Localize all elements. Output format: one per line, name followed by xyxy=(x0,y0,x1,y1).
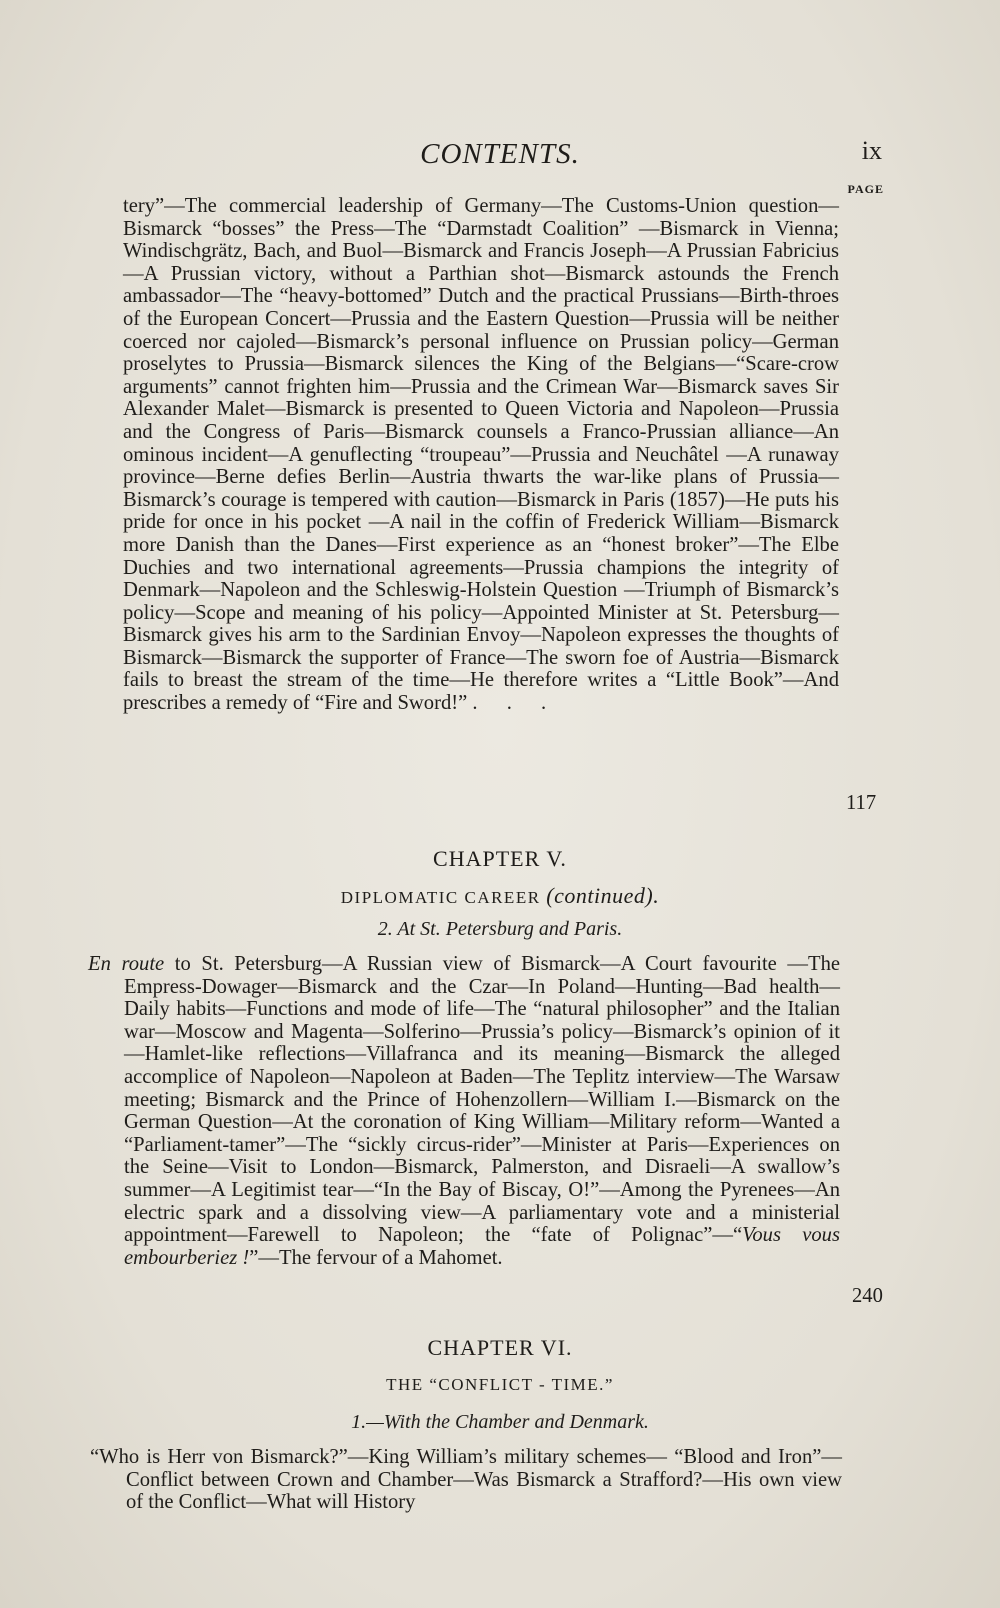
chapter-5-section: 2. At St. Petersburg and Paris. xyxy=(377,918,623,940)
chapter-5-title-main: DIPLOMATIC CAREER xyxy=(340,888,541,907)
page-column-label: PAGE xyxy=(847,182,884,196)
chapter-5-heading: CHAPTER V. xyxy=(433,846,567,871)
chapter-4-synopsis-text: tery”—The commercial leadership of Germany—The Customs-Union question—Bismarck “bosses” the Press—The “Darmstadt Coalition” —Bismarck in Vienna; Windischgrätz, Bach, and Buol—Bismarck and Francis Joseph—A Prussian Fabricius—A Prussian victory, without a Parthian shot—Bismarck astounds the French ambassador—The “heavy-bottomed” Dutch and the practical Prussians—Birth-throes of the European Concert—Prussia and the Eastern Question—Prussia will be neither coerced nor cajoled—Bismarck’s personal influence on Prussian policy—German proselytes to Prussia—Bismarck silences the King of the Belgians—“Scare-crow arguments” cannot frighten him—Prussia and the Crimean War—Bismarck saves Sir Alexander Malet—Bismarck is presented to Queen Victoria and Napoleon—Prussia and the Congress of Paris—Bismarck counsels a Franco-Prussian alliance—An ominous incident—A genuflecting “troupeau”—Prussia and Neuchâtel —A runaway province—Berne defies Berlin—Austria thwarts the war-like plans of Prussia—Bismarck’s courage is tempered with caution—Bismarck in Paris (1857)—He puts his pride for once in his pocket —A nail in the coffin of Frederick William—Bismarck more Danish than the Danes—First experience as an “honest broker”—The Elbe Duchies and two international agreements—Prussia champions the integrity of Denmark—Napoleon and the Schleswig-Holstein Question —Triumph of Bismarck’s policy—Scope and meaning of his policy—Appointed Minister at St. Petersburg—Bismarck gives his arm to the Sardinian Envoy—Napoleon expresses the thoughts of Bismarck—Bismarck the supporter of France—The sworn foe of Austria—Bismarck fails to breast the stream of the time—He therefore writes a “Little Book”—And prescribes a remedy of “Fire and Sword!” xyxy=(123,195,839,715)
dot-leader: . . . xyxy=(472,692,559,715)
chapter-5-page-ref: 240 xyxy=(852,1285,883,1307)
chapter-5-synopsis xyxy=(88,953,840,1269)
running-title: CONTENTS. xyxy=(420,138,580,170)
chapter-5-lead: En route xyxy=(88,953,165,975)
page-number: ix xyxy=(861,136,882,165)
chapter-4-page-ref: 117 xyxy=(846,792,877,814)
chapter-5-quote: Vous vous embourberiez ! xyxy=(124,1224,840,1269)
chapter-6-synopsis: “Who is Herr von Bismarck?”—King William’s military schemes— “Blood and Iron”—Conflict between Crown and Chamber—Was Bismarck a Strafford?—His own view of the Conflict—What will History xyxy=(90,1446,842,1514)
chapter-5-title-suffix: (continued). xyxy=(546,883,660,908)
chapter-5-synopsis-end: ”—The fervour of a Mahomet. xyxy=(249,1246,503,1269)
chapter-6-title: THE “CONFLICT - TIME.” xyxy=(386,1375,614,1394)
chapter-6-section: 1.—With the Chamber and Denmark. xyxy=(351,1411,649,1433)
chapter-4-synopsis xyxy=(123,195,839,715)
chapter-5-title xyxy=(0,883,1000,909)
chapter-6-heading: CHAPTER VI. xyxy=(427,1335,573,1360)
chapter-5-synopsis-text: to St. Petersburg—A Russian view of Bismarck—A Court favourite —The Empress-Dowager—Bismarck and the Czar—In Poland—Hunting—Bad health—Daily habits—Functions and mode of life—The “natural philosopher” and the Italian war—Moscow and Magenta—Solferino—Prussia’s policy—Bismarck’s opinion of it—Hamlet-like reflections—Villafranca and its meaning—Bismarck the alleged accomplice of Napoleon—Napoleon at Baden—The Teplitz interview—The Warsaw meeting; Bismarck and the Prince of Hohenzollern—William I.—Bismarck on the German Question—At the coronation of King William—Military reform—Wanted a “Parliament-tamer”—The “sickly circus-rider”—Minister at Paris—Experiences on the Seine—Visit to London—Bismarck, Palmerston, and Disraeli—A swallow’s summer—A Legitimist tear—“In the Bay of Biscay, O!”—Among the Pyrenees—An electric spark and a dissolving view—A parliamentary vote and a ministerial appointment—Farewell to Napoleon; the “fate of Polignac”—“ xyxy=(124,953,841,1247)
